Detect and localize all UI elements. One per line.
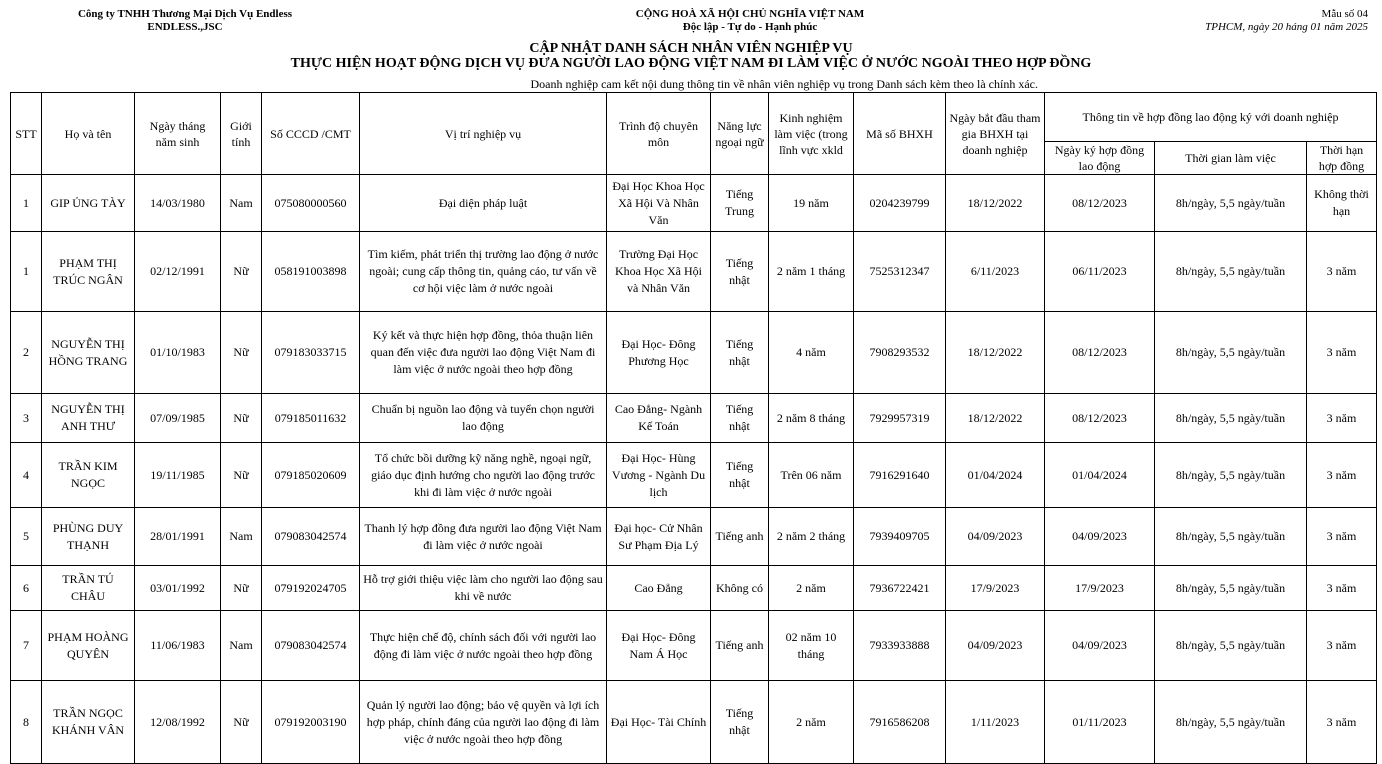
cell-insurance: 7908293532 bbox=[854, 312, 946, 394]
cell-id: 079183033715 bbox=[262, 312, 360, 394]
cell-experience: 2 năm bbox=[769, 566, 854, 611]
cell-work-time: 8h/ngày, 5,5 ngày/tuần bbox=[1155, 175, 1307, 232]
cell-term: 3 năm bbox=[1307, 443, 1377, 508]
cell-education: Đại Học- Hùng Vương - Ngành Du lịch bbox=[607, 443, 711, 508]
cell-position: Thực hiện chế độ, chính sách đối với người lao động đi làm việc ở nước ngoài theo hợp đồng bbox=[360, 611, 607, 681]
col-position: Vị trí nghiệp vụ bbox=[360, 93, 607, 175]
cell-work-time: 8h/ngày, 5,5 ngày/tuần bbox=[1155, 566, 1307, 611]
place-date: TPHCM, ngày 20 háng 01 năm 2025 bbox=[1205, 21, 1368, 33]
cell-language: Tiếng nhật bbox=[711, 312, 769, 394]
cell-position: Tìm kiếm, phát triển thị trường lao động ở nước ngoài; cung cấp thông tin, quảng cáo, tư vấn về cơ hội việc làm ở nước ngoài bbox=[360, 232, 607, 312]
cell-experience: 19 năm bbox=[769, 175, 854, 232]
cell-work-time: 8h/ngày, 5,5 ngày/tuần bbox=[1155, 508, 1307, 566]
cell-position: Đại diện pháp luật bbox=[360, 175, 607, 232]
form-info bbox=[1205, 8, 1368, 34]
cell-experience: 2 năm 2 tháng bbox=[769, 508, 854, 566]
cell-contract-date: 08/12/2023 bbox=[1045, 394, 1155, 443]
cell-education: Trường Đại Học Khoa Học Xã Hội và Nhân Văn bbox=[607, 232, 711, 312]
cell-term: 3 năm bbox=[1307, 312, 1377, 394]
cell-language: Không có bbox=[711, 566, 769, 611]
cell-language: Tiếng nhật bbox=[711, 443, 769, 508]
cell-education: Cao Đẳng- Ngành Kế Toán bbox=[607, 394, 711, 443]
table-row bbox=[11, 232, 1377, 312]
cell-position: Hỗ trợ giới thiệu việc làm cho người lao động sau khi về nước bbox=[360, 566, 607, 611]
cell-stt: 1 bbox=[11, 232, 42, 312]
cell-experience: 02 năm 10 tháng bbox=[769, 611, 854, 681]
cell-position: Tổ chức bồi dưỡng kỹ năng nghề, ngoại ngữ, giáo dục định hướng cho người lao động trước khi đi làm việc ở nước ngoài bbox=[360, 443, 607, 508]
cell-experience: 2 năm bbox=[769, 681, 854, 764]
cell-gender: Nữ bbox=[221, 394, 262, 443]
cell-contract-date: 06/11/2023 bbox=[1045, 232, 1155, 312]
col-insurance: Mã số BHXH bbox=[854, 93, 946, 175]
cell-position: Thanh lý hợp đồng đưa người lao động Việt Nam đi làm việc ở nước ngoài bbox=[360, 508, 607, 566]
cell-dob: 12/08/1992 bbox=[135, 681, 221, 764]
cell-term: 3 năm bbox=[1307, 681, 1377, 764]
cell-education: Đại Học- Tài Chính bbox=[607, 681, 711, 764]
commitment-text: Doanh nghiệp cam kết nội dung thông tin về nhân viên nghiệp vụ trong Danh sách kèm theo là chính xác. bbox=[530, 77, 1038, 91]
cell-stt: 7 bbox=[11, 611, 42, 681]
document-title bbox=[0, 41, 1382, 71]
col-stt: STT bbox=[11, 93, 42, 175]
cell-term: 3 năm bbox=[1307, 566, 1377, 611]
cell-experience: 4 năm bbox=[769, 312, 854, 394]
cell-stt: 8 bbox=[11, 681, 42, 764]
cell-insurance: 0204239799 bbox=[854, 175, 946, 232]
table-row bbox=[11, 312, 1377, 394]
cell-insurance: 7916586208 bbox=[854, 681, 946, 764]
cell-contract-date: 17/9/2023 bbox=[1045, 566, 1155, 611]
cell-language: Tiếng anh bbox=[711, 508, 769, 566]
cell-name: PHÙNG DUY THẠNH bbox=[42, 508, 135, 566]
cell-id: 079083042574 bbox=[262, 508, 360, 566]
cell-stt: 4 bbox=[11, 443, 42, 508]
cell-insurance: 7525312347 bbox=[854, 232, 946, 312]
cell-insurance: 7916291640 bbox=[854, 443, 946, 508]
cell-stt: 1 bbox=[11, 175, 42, 232]
cell-language: Tiếng anh bbox=[711, 611, 769, 681]
cell-gender: Nam bbox=[221, 508, 262, 566]
col-contract-date: Ngày ký hợp đồng lao động bbox=[1045, 142, 1155, 175]
cell-dob: 11/06/1983 bbox=[135, 611, 221, 681]
cell-contract-date: 04/09/2023 bbox=[1045, 508, 1155, 566]
cell-work-time: 8h/ngày, 5,5 ngày/tuần bbox=[1155, 312, 1307, 394]
cell-education: Đại Học- Đông Nam Á Học bbox=[607, 611, 711, 681]
cell-gender: Nam bbox=[221, 611, 262, 681]
staff-table bbox=[10, 92, 1377, 764]
cell-insurance-start: 6/11/2023 bbox=[946, 232, 1045, 312]
cell-dob: 28/01/1991 bbox=[135, 508, 221, 566]
cell-gender: Nữ bbox=[221, 681, 262, 764]
cell-contract-date: 01/11/2023 bbox=[1045, 681, 1155, 764]
col-name: Họ và tên bbox=[42, 93, 135, 175]
cell-term: 3 năm bbox=[1307, 611, 1377, 681]
company-name: Công ty TNHH Thương Mại Dịch Vụ Endless bbox=[77, 8, 293, 20]
cell-dob: 03/01/1992 bbox=[135, 566, 221, 611]
table-row bbox=[11, 175, 1377, 232]
cell-language: Tiếng nhật bbox=[711, 232, 769, 312]
col-insurance-start: Ngày bắt đầu tham gia BHXH tại doanh nghiệp bbox=[946, 93, 1045, 175]
col-work-time: Thời gian làm việc bbox=[1155, 142, 1307, 175]
cell-work-time: 8h/ngày, 5,5 ngày/tuần bbox=[1155, 611, 1307, 681]
cell-name: GIP ỦNG TÀY bbox=[42, 175, 135, 232]
table-row bbox=[11, 508, 1377, 566]
cell-insurance: 7929957319 bbox=[854, 394, 946, 443]
col-gender: Giới tính bbox=[221, 93, 262, 175]
commitment-statement bbox=[0, 77, 1382, 92]
cell-work-time: 8h/ngày, 5,5 ngày/tuần bbox=[1155, 681, 1307, 764]
cell-experience: 2 năm 8 tháng bbox=[769, 394, 854, 443]
cell-language: Tiếng nhật bbox=[711, 394, 769, 443]
col-contract-group: Thông tin về hợp đồng lao động ký với doanh nghiệp bbox=[1045, 93, 1377, 142]
cell-insurance-start: 18/12/2022 bbox=[946, 312, 1045, 394]
cell-insurance: 7933933888 bbox=[854, 611, 946, 681]
cell-id: 079192024705 bbox=[262, 566, 360, 611]
national-header bbox=[560, 8, 940, 34]
cell-insurance-start: 01/04/2024 bbox=[946, 443, 1045, 508]
cell-dob: 07/09/1985 bbox=[135, 394, 221, 443]
cell-experience: 2 năm 1 tháng bbox=[769, 232, 854, 312]
cell-experience: Trên 06 năm bbox=[769, 443, 854, 508]
cell-insurance: 7939409705 bbox=[854, 508, 946, 566]
cell-name: TRẦN KIM NGỌC bbox=[42, 443, 135, 508]
cell-contract-date: 01/04/2024 bbox=[1045, 443, 1155, 508]
cell-id: 079185020609 bbox=[262, 443, 360, 508]
cell-id: 079185011632 bbox=[262, 394, 360, 443]
cell-insurance-start: 17/9/2023 bbox=[946, 566, 1045, 611]
cell-gender: Nữ bbox=[221, 443, 262, 508]
cell-stt: 3 bbox=[11, 394, 42, 443]
cell-insurance-start: 1/11/2023 bbox=[946, 681, 1045, 764]
nation-title: CỘNG HOÀ XÃ HỘI CHỦ NGHĨA VIỆT NAM bbox=[635, 8, 865, 20]
col-term: Thời hạn hợp đồng bbox=[1307, 142, 1377, 175]
cell-id: 058191003898 bbox=[262, 232, 360, 312]
cell-term: Không thời hạn bbox=[1307, 175, 1377, 232]
cell-insurance-start: 18/12/2022 bbox=[946, 175, 1045, 232]
cell-insurance-start: 04/09/2023 bbox=[946, 611, 1045, 681]
cell-education: Đại học- Cử Nhân Sư Phạm Địa Lý bbox=[607, 508, 711, 566]
cell-name: PHẠM THỊ TRÚC NGÂN bbox=[42, 232, 135, 312]
table-row bbox=[11, 443, 1377, 508]
cell-stt: 6 bbox=[11, 566, 42, 611]
col-experience: Kinh nghiệm làm việc (trong lĩnh vực xkld bbox=[769, 93, 854, 175]
cell-gender: Nữ bbox=[221, 312, 262, 394]
cell-contract-date: 08/12/2023 bbox=[1045, 175, 1155, 232]
cell-position: Quản lý người lao động; bảo vệ quyền và lợi ích hợp pháp, chính đáng của người lao động đi làm việc ở nước ngoài theo hợp đồng bbox=[360, 681, 607, 764]
nation-motto: Độc lập - Tự do - Hạnh phúc bbox=[682, 21, 818, 33]
cell-stt: 5 bbox=[11, 508, 42, 566]
table-row bbox=[11, 681, 1377, 764]
cell-gender: Nam bbox=[221, 175, 262, 232]
cell-dob: 14/03/1980 bbox=[135, 175, 221, 232]
cell-term: 3 năm bbox=[1307, 508, 1377, 566]
cell-dob: 19/11/1985 bbox=[135, 443, 221, 508]
cell-name: TRẦN TÚ CHÂU bbox=[42, 566, 135, 611]
cell-dob: 02/12/1991 bbox=[135, 232, 221, 312]
cell-term: 3 năm bbox=[1307, 232, 1377, 312]
title-line-1: CẬP NHẬT DANH SÁCH NHÂN VIÊN NGHIỆP VỤ bbox=[529, 41, 853, 56]
col-language: Năng lực ngoại ngữ bbox=[711, 93, 769, 175]
title-line-2: THỰC HIỆN HOẠT ĐỘNG DỊCH VỤ ĐƯA NGƯỜI LAO ĐỘNG VIỆT NAM ĐI LÀM VIỆC Ở NƯỚC NGOÀI THEO HỢP ĐỒNG bbox=[290, 56, 1092, 71]
cell-contract-date: 04/09/2023 bbox=[1045, 611, 1155, 681]
cell-id: 079192003190 bbox=[262, 681, 360, 764]
cell-stt: 2 bbox=[11, 312, 42, 394]
table-row bbox=[11, 611, 1377, 681]
cell-name: PHẠM HOÀNG QUYÊN bbox=[42, 611, 135, 681]
cell-gender: Nữ bbox=[221, 232, 262, 312]
table-row bbox=[11, 394, 1377, 443]
cell-name: TRẦN NGỌC KHÁNH VÂN bbox=[42, 681, 135, 764]
col-id: Số CCCD /CMT bbox=[262, 93, 360, 175]
cell-contract-date: 08/12/2023 bbox=[1045, 312, 1155, 394]
form-number: Mẫu số 04 bbox=[1321, 8, 1368, 20]
col-education: Trình độ chuyên môn bbox=[607, 93, 711, 175]
cell-dob: 01/10/1983 bbox=[135, 312, 221, 394]
cell-insurance: 7936722421 bbox=[854, 566, 946, 611]
cell-education: Cao Đẳng bbox=[607, 566, 711, 611]
cell-position: Chuẩn bị nguồn lao động và tuyển chọn người lao động bbox=[360, 394, 607, 443]
cell-work-time: 8h/ngày, 5,5 ngày/tuần bbox=[1155, 232, 1307, 312]
cell-name: NGUYỄN THỊ HỒNG TRANG bbox=[42, 312, 135, 394]
cell-id: 075080000560 bbox=[262, 175, 360, 232]
cell-work-time: 8h/ngày, 5,5 ngày/tuần bbox=[1155, 443, 1307, 508]
cell-insurance-start: 18/12/2022 bbox=[946, 394, 1045, 443]
cell-gender: Nữ bbox=[221, 566, 262, 611]
table-row bbox=[11, 566, 1377, 611]
cell-position: Ký kết và thực hiện hợp đồng, thỏa thuận liên quan đến việc đưa người lao động Việt Nam đi làm việc ở nước ngoài theo hợp đồng bbox=[360, 312, 607, 394]
cell-education: Đại Học- Đông Phương Học bbox=[607, 312, 711, 394]
cell-education: Đại Học Khoa Học Xã Hội Và Nhân Văn bbox=[607, 175, 711, 232]
cell-work-time: 8h/ngày, 5,5 ngày/tuần bbox=[1155, 394, 1307, 443]
cell-term: 3 năm bbox=[1307, 394, 1377, 443]
company-header bbox=[50, 8, 320, 34]
col-dob: Ngày tháng năm sinh bbox=[135, 93, 221, 175]
cell-name: NGUYỄN THỊ ANH THƯ bbox=[42, 394, 135, 443]
cell-insurance-start: 04/09/2023 bbox=[946, 508, 1045, 566]
cell-language: Tiếng nhật bbox=[711, 681, 769, 764]
company-short-name: ENDLESS.,JSC bbox=[147, 21, 223, 33]
cell-id: 079083042574 bbox=[262, 611, 360, 681]
cell-language: Tiếng Trung bbox=[711, 175, 769, 232]
